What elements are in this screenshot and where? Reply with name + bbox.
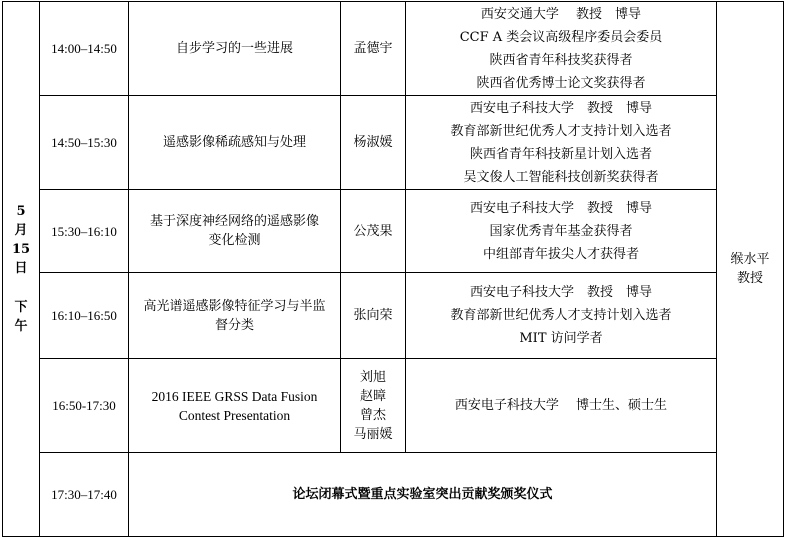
session-row-5 (3, 359, 784, 453)
session-time: 14:50–15:30 (40, 96, 129, 190)
session-title: 高光谱遥感影像特征学习与半监 督分类 (129, 273, 341, 359)
closing-row (3, 453, 784, 537)
closing-title: 论坛闭幕式暨重点实验室突出贡献奖颁奖仪式 (129, 453, 717, 537)
session-row-3 (3, 190, 784, 273)
session-affiliation: 西安电子科技大学 教授 博导 教育部新世纪优秀人才支持计划入选者 陕西省青年科技新星计划入选者 吴文俊人工智能科技创新奖获得者 (406, 96, 717, 190)
session-time: 16:50-17:30 (40, 359, 129, 453)
session-time: 15:30–16:10 (40, 190, 129, 273)
session-affiliation: 西安电子科技大学 教授 博导 国家优秀青年基金获得者 中组部青年拔尖人才获得者 (406, 190, 717, 273)
closing-time: 17:30–17:40 (40, 453, 129, 537)
session-affiliation: 西安电子科技大学 博士生、硕士生 (406, 359, 717, 453)
session-chair: 缑水平 教授 (717, 2, 784, 537)
session-speaker: 刘旭 赵暲 曾杰 马丽媛 (341, 359, 406, 453)
session-speaker: 公茂果 (341, 190, 406, 273)
session-time: 14:00–14:50 (40, 2, 129, 96)
session-row-4 (3, 273, 784, 359)
session-row-2 (3, 96, 784, 190)
session-title: 2016 IEEE GRSS Data Fusion Contest Presentation (129, 359, 341, 453)
session-speaker: 张向荣 (341, 273, 406, 359)
session-title: 自步学习的一些进展 (129, 2, 341, 96)
day-label: 5 月 15 日 下 午 (3, 2, 40, 537)
session-speaker: 孟德宇 (341, 2, 406, 96)
session-time: 16:10–16:50 (40, 273, 129, 359)
session-affiliation: 西安电子科技大学 教授 博导 教育部新世纪优秀人才支持计划入选者 MIT 访问学者 (406, 273, 717, 359)
schedule-table (2, 1, 784, 537)
session-affiliation: 西安交通大学 教授 博导 CCF A 类会议高级程序委员会委员 陕西省青年科技奖获得者 陕西省优秀博士论文奖获得者 (406, 2, 717, 96)
session-row-1 (3, 2, 784, 96)
session-title: 遥感影像稀疏感知与处理 (129, 96, 341, 190)
session-speaker: 杨淑媛 (341, 96, 406, 190)
session-title: 基于深度神经网络的遥感影像 变化检测 (129, 190, 341, 273)
